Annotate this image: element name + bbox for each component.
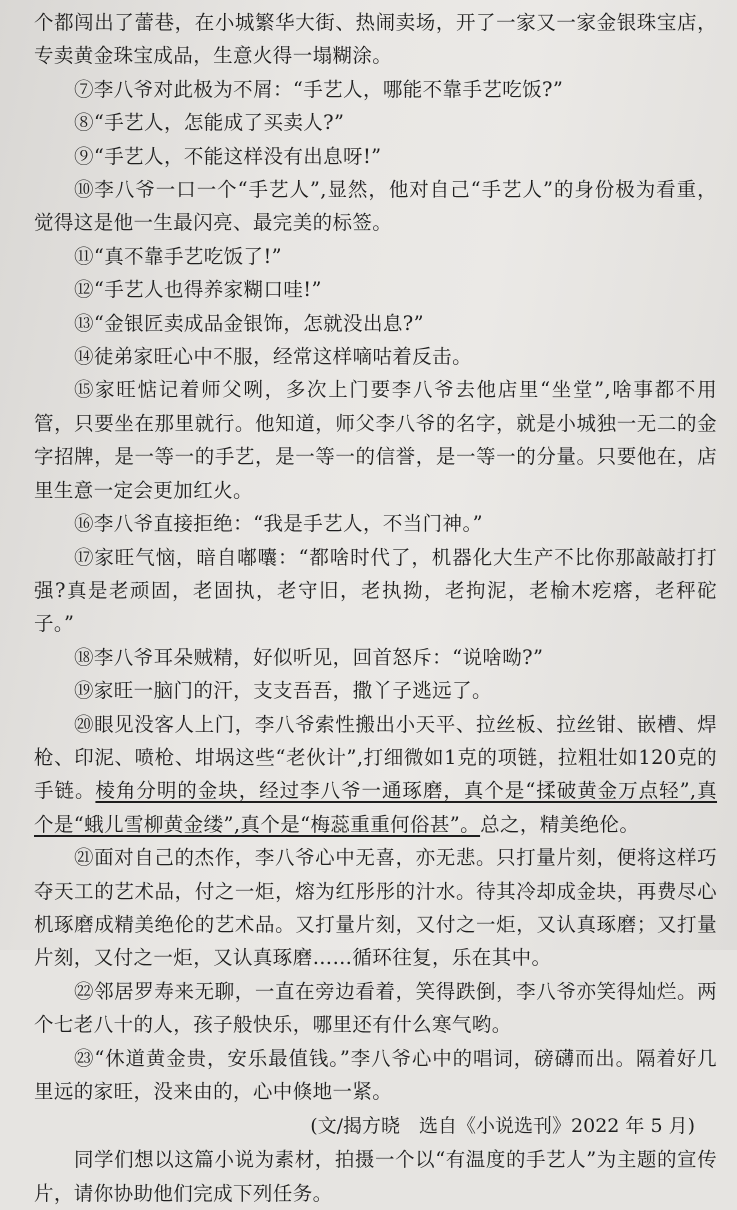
paragraph-15: ⑮家旺惦记着师父咧，多次上门要李八爷去他店里“坐堂”,啥事都不用管，只要坐在那里就行。他知道，师父李八爷的名字，就是小城独一无二的金字招牌，是一等一的手艺，是一等一的信誉，是一等一的分量。只要他在，店里生意一定会更加红火。	[34, 378, 717, 502]
paragraph-21: ㉑面对自己的杰作，李八爷心中无喜，亦无悲。只打量片刻，便将这样巧夺天工的艺术品，付之一炬，熔为红彤彤的汁水。待其冷却成金块，再费尽心机琢磨成精美绝伦的艺术品。又打量片刻，又付之一炬，又认真琢磨；又打量片刻，又付之一炬，又认真琢磨……循环往复，乐在其中。	[34, 846, 717, 970]
paragraph-18: ⑱李八爷耳朵贼精，好似听见，回首怒斥：“说啥呦?”	[73, 645, 544, 669]
paragraph-20	[34, 708, 717, 842]
paragraph-20-tail: 总之，精美绝伦。	[480, 812, 640, 836]
paragraph-9: ⑨“手艺人，不能这样没有出息呀!”	[73, 144, 382, 168]
paragraph-13: ⑬“金银匠卖成品金银饰，怎就没出息?”	[73, 311, 424, 335]
underlined-passage: 棱角分明的金块，经过李八爷一通琢磨，真个是“揉破黄金万点轻”,真个是“蛾儿雪柳黄金缕”,真个是“梅蕊重重何俗甚”。	[34, 779, 718, 836]
paragraph-7: ⑦李八爷对此极为不屑：“手艺人，哪能不靠手艺吃饭?”	[73, 77, 564, 101]
paragraph-20-text: ⑳眼见没客人上门，李八爷索性搬出小天平、拉丝板、拉丝钳、嵌槽、焊枪、印泥、喷枪、坩埚这些“老伙计”,打细微如1克的项链，拉粗壮如120克的手链。	[34, 712, 717, 803]
paragraph-17: ⑰家旺气恼，暗自嘟囔：“都啥时代了，机器化大生产不比你那敲敲打打强?真是老顽固，老固执，老守旧，老执拗，老拘泥，老榆木疙瘩，老秤砣子。”	[34, 545, 717, 636]
paragraph-8: ⑧“手艺人，怎能成了买卖人?”	[73, 111, 345, 135]
paragraph-continued: 个都闯出了蕾巷，在小城繁华大街、热闹卖场，开了一家又一家金银珠宝店，专卖黄金珠宝成品，生意火得一塌糊涂。	[34, 11, 717, 68]
paragraph-23: ㉓“休道黄金贵，安乐最值钱。”李八爷心中的唱词，磅礴而出。隔着好几里远的家旺，没来由的，心中倏地一紧。	[34, 1046, 717, 1103]
paragraph-11: ⑪“真不靠手艺吃饭了!”	[73, 244, 283, 268]
source-credit: (文/揭方晓 选自《小说选刊》2022 年 5 月)	[310, 1115, 695, 1138]
paragraph-16: ⑯李八爷直接拒绝：“我是手艺人，不当门神。”	[73, 512, 483, 536]
paragraph-19: ⑲家旺一脑门的汗，支支吾吾，撒丫子逃远了。	[73, 679, 492, 703]
paragraph-22: ㉒邻居罗寿来无聊，一直在旁边看着，笑得跌倒，李八爷亦笑得灿烂。两个七老八十的人，孩子般快乐，哪里还有什么寒气哟。	[34, 979, 717, 1037]
task-prompt: 同学们想以这篇小说为素材，拍摄一个以“有温度的手艺人”为主题的宣传片，请你协助他们完成下列任务。	[34, 1148, 717, 1205]
paragraph-14: ⑭徒弟家旺心中不服，经常这样嘀咕着反击。	[73, 345, 472, 369]
paragraph-10: ⑩李八爷一口一个“手艺人”,显然，他对自己“手艺人”的身份极为看重，觉得这是他一生最闪亮、最完美的标签。	[34, 178, 717, 235]
paragraph-12: ⑫“手艺人也得养家糊口哇!”	[73, 278, 322, 302]
